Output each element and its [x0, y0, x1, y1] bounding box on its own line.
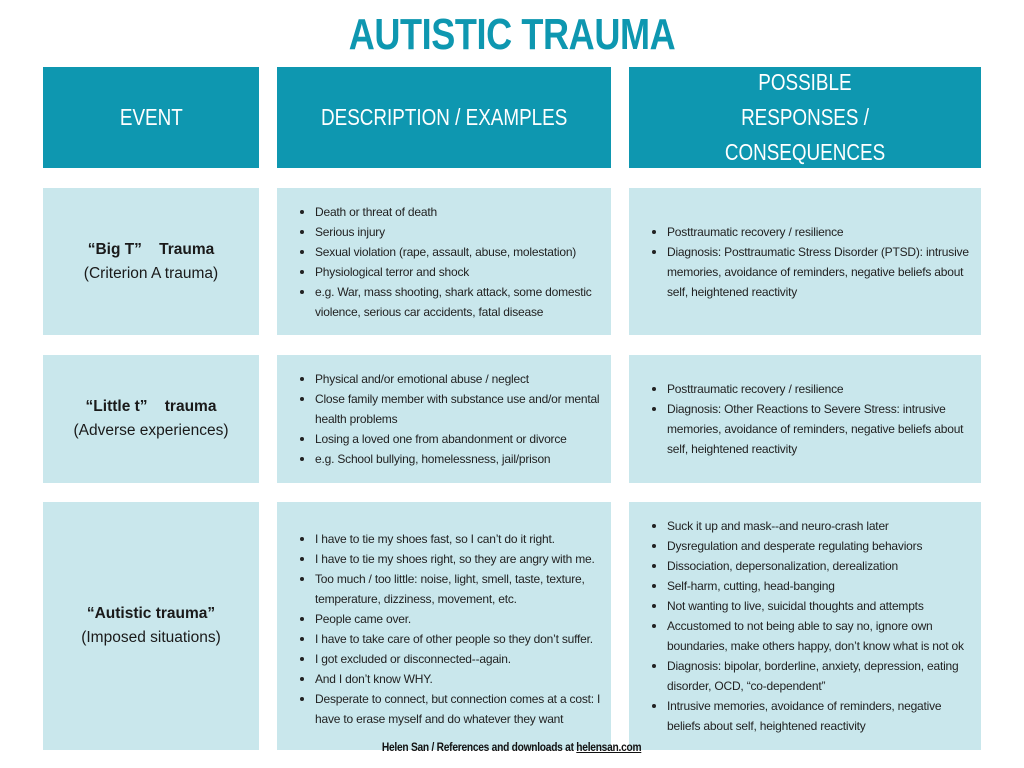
footer-credit — [0, 740, 1024, 754]
page-title: AUTISTIC TRAUMA — [348, 10, 676, 59]
list-item: I have to take care of other people so they don’t suffer. — [315, 629, 601, 649]
event-name: “Autistic trauma” — [86, 605, 216, 622]
header-event — [43, 67, 259, 168]
responses-list — [629, 222, 981, 302]
footer-link[interactable]: helensan.com — [576, 740, 642, 754]
header-description — [277, 67, 611, 168]
list-item: I have to tie my shoes right, so they are angry with me. — [315, 549, 601, 569]
row-autistic-description — [277, 502, 611, 750]
event-subtitle: (Criterion A trauma) — [83, 264, 219, 282]
list-item: Diagnosis: Posttraumatic Stress Disorder (PTSD): intrusive memories, avoidance of reminders, negative beliefs about self, heightened reactivity — [667, 242, 971, 302]
list-item: Desperate to connect, but connection comes at a cost: I have to erase myself and do whatever they want — [315, 689, 601, 729]
event-name: “Big T” Trauma — [87, 240, 215, 258]
list-item: Dissociation, depersonalization, derealization — [667, 556, 971, 576]
list-item: I have to tie my shoes fast, so I can’t do it right. — [315, 529, 601, 549]
list-item: Self-harm, cutting, head-banging — [667, 576, 971, 596]
list-item: e.g. School bullying, homelessness, jail/prison — [315, 449, 601, 469]
header-description-label: DESCRIPTION / EXAMPLES — [320, 104, 568, 130]
row-little-t-description — [277, 355, 611, 483]
event-subtitle: (Imposed situations) — [81, 629, 221, 646]
list-item: Too much / too little: noise, light, smell, taste, texture, temperature, dizziness, movement, etc. — [315, 569, 601, 609]
list-item: Diagnosis: Other Reactions to Severe Stress: intrusive memories, avoidance of reminders, negative beliefs about self, heightened reactivity — [667, 399, 971, 459]
event-subtitle: (Adverse experiences) — [73, 422, 229, 439]
header-event-label: EVENT — [119, 104, 183, 130]
list-item: Accustomed to not being able to say no, ignore own boundaries, make others happy, don’t know what is not ok — [667, 616, 971, 656]
list-item: Posttraumatic recovery / resilience — [667, 222, 971, 242]
row-autistic-responses — [629, 502, 981, 750]
description-list — [277, 202, 611, 322]
description-list — [277, 369, 611, 469]
list-item: Physiological terror and shock — [315, 262, 601, 282]
list-item: e.g. War, mass shooting, shark attack, some domestic violence, serious car accidents, fatal disease — [315, 282, 601, 322]
list-item: Intrusive memories, avoidance of reminders, negative beliefs about self, heightened reactivity — [667, 696, 971, 736]
footer-text: Helen San / References and downloads at — [382, 740, 577, 754]
list-item: Physical and/or emotional abuse / neglect — [315, 369, 601, 389]
list-item: Serious injury — [315, 222, 601, 242]
description-list — [277, 529, 611, 729]
responses-list — [629, 379, 981, 459]
header-responses-line2: RESPONSES / CONSEQUENCES — [724, 104, 886, 165]
event-name: “Little t” trauma — [85, 398, 217, 415]
row-autistic-event — [43, 502, 259, 750]
list-item: Posttraumatic recovery / resilience — [667, 379, 971, 399]
list-item: Diagnosis: bipolar, borderline, anxiety, depression, eating disorder, OCD, “co-dependent” — [667, 656, 971, 696]
list-item: Close family member with substance use and/or mental health problems — [315, 389, 601, 429]
list-item: Not wanting to live, suicidal thoughts and attempts — [667, 596, 971, 616]
header-responses — [629, 67, 981, 168]
list-item: Death or threat of death — [315, 202, 601, 222]
row-big-t-responses — [629, 188, 981, 335]
list-item: Sexual violation (rape, assault, abuse, molestation) — [315, 242, 601, 262]
responses-list — [629, 516, 981, 736]
row-little-t-event — [43, 355, 259, 483]
list-item: I got excluded or disconnected--again. — [315, 649, 601, 669]
header-responses-line1: POSSIBLE — [758, 69, 852, 95]
list-item: Suck it up and mask--and neuro-crash later — [667, 516, 971, 536]
list-item: People came over. — [315, 609, 601, 629]
list-item: And I don’t know WHY. — [315, 669, 601, 689]
row-big-t-description — [277, 188, 611, 335]
row-little-t-responses — [629, 355, 981, 483]
list-item: Dysregulation and desperate regulating behaviors — [667, 536, 971, 556]
list-item: Losing a loved one from abandonment or divorce — [315, 429, 601, 449]
row-big-t-event — [43, 188, 259, 335]
